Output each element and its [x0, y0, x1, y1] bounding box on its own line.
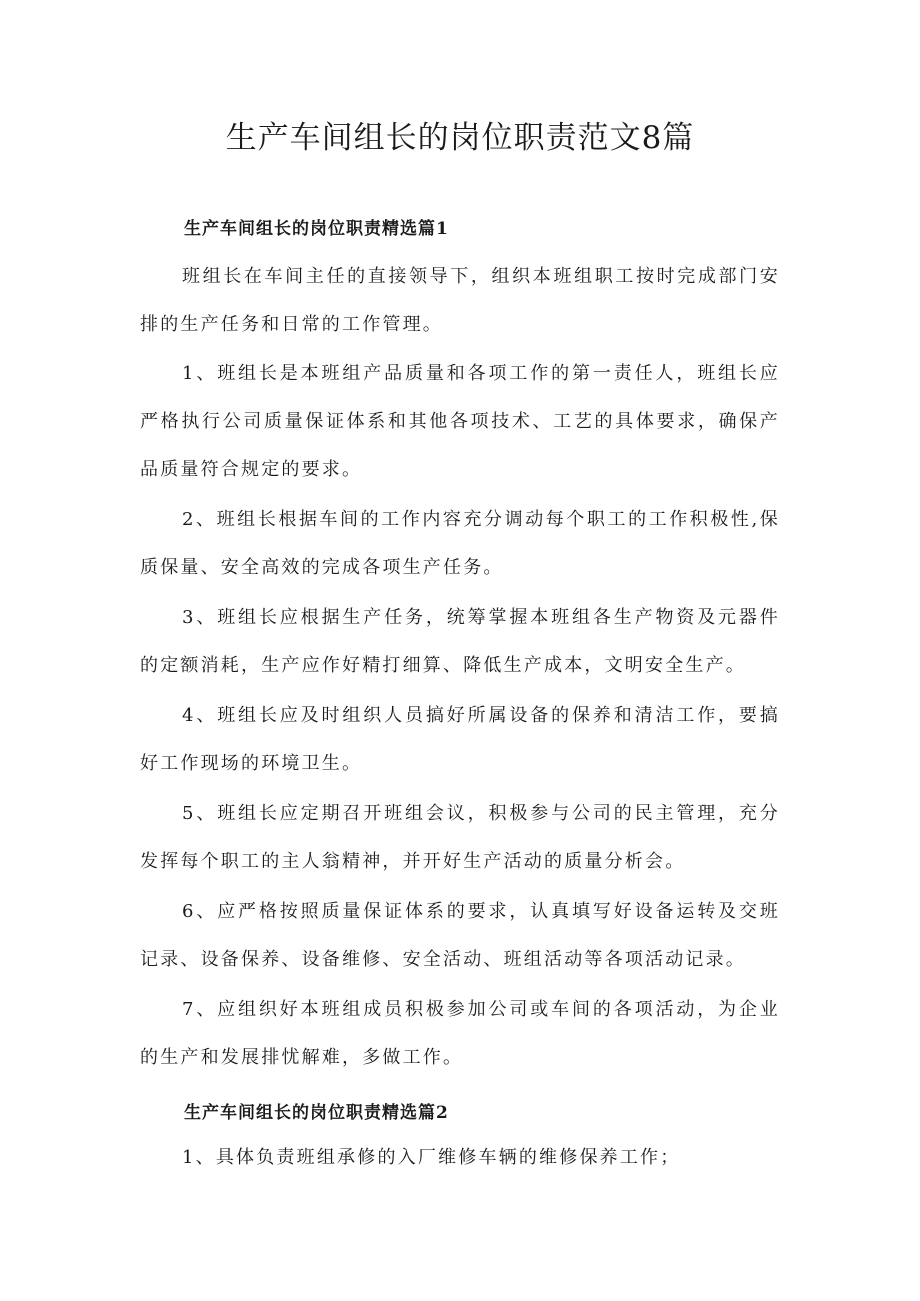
paragraph-duty-3: 3、班组长应根据生产任务，统筹掌握本班组各生产物资及元器件的定额消耗，生产应作好精打细算、降低生产成本，文明安全生产。: [140, 607, 780, 676]
paragraph-duty-2: 2、班组长根据车间的工作内容充分调动每个职工的工作积极性,保质保量、安全高效的完成各项生产任务。: [140, 509, 780, 578]
paragraph-duty-1: 1、班组长是本班组产品质量和各项工作的第一责任人，班组长应严格执行公司质量保证体系和其他各项技术、工艺的具体要求，确保产品质量符合规定的要求。: [140, 363, 780, 480]
paragraph-duty-5: 5、班组长应定期召开班组会议，积极参与公司的民主管理，充分发挥每个职工的主人翁精神，并开好生产活动的质量分析会。: [140, 803, 780, 872]
paragraph-duty-7: 7、应组织好本班组成员积极参加公司或车间的各项活动，为企业的生产和发展排忧解难，多做工作。: [140, 999, 780, 1068]
section-heading-2: 生产车间组长的岗位职责精选篇2: [184, 1103, 449, 1123]
section-heading-1: 生产车间组长的岗位职责精选篇1: [184, 219, 449, 239]
paragraph-duty-6: 6、应严格按照质量保证体系的要求，认真填写好设备运转及交班记录、设备保养、设备维修、安全活动、班组活动等各项活动记录。: [140, 901, 780, 970]
document-title: 生产车间组长的岗位职责范文8篇: [225, 120, 695, 156]
paragraph-section2-duty-1: 1、具体负责班组承修的入厂维修车辆的维修保养工作；: [182, 1147, 681, 1168]
paragraph-intro: 班组长在车间主任的直接领导下，组织本班组职工按时完成部门安排的生产任务和日常的工作管理。: [140, 266, 780, 335]
paragraph-duty-4: 4、班组长应及时组织人员搞好所属设备的保养和清洁工作，要搞好工作现场的环境卫生。: [140, 705, 780, 774]
